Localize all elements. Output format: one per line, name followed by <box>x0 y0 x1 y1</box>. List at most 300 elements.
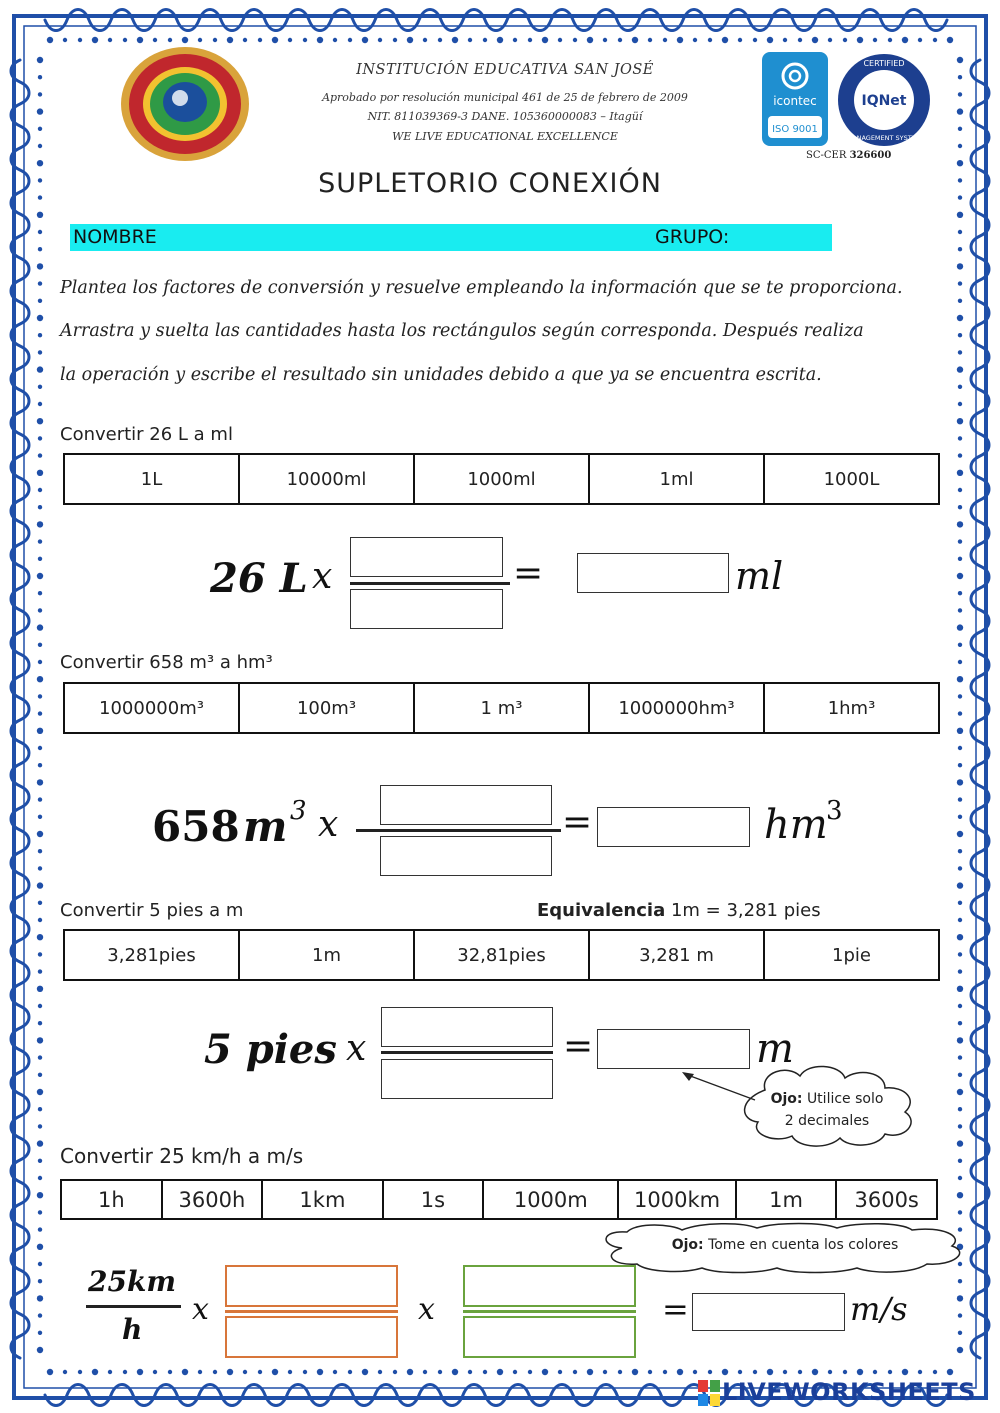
border-decoration <box>753 38 757 42</box>
border-decoration <box>37 676 43 682</box>
border-decoration <box>957 108 963 114</box>
border-decoration <box>708 1370 712 1374</box>
border-decoration <box>137 1369 143 1375</box>
exercise3-options <box>63 929 940 981</box>
border-decoration <box>618 1370 622 1374</box>
border-decoration <box>812 1369 818 1375</box>
border-decoration <box>958 1176 962 1180</box>
border-decoration <box>137 37 143 43</box>
exercise2-denominator-drop[interactable] <box>380 836 552 876</box>
border-decoration <box>828 38 832 42</box>
border-decoration <box>573 1370 577 1374</box>
border-decoration <box>677 1369 683 1375</box>
border-decoration <box>958 591 962 595</box>
exercise4-result-input[interactable] <box>692 1293 845 1331</box>
border-decoration <box>663 38 667 42</box>
cert-code-prefix: SC-CER <box>806 150 847 161</box>
border-decoration <box>303 1370 307 1374</box>
border-decoration <box>693 38 697 42</box>
border-decoration <box>108 1370 112 1374</box>
instruction-line-1: Plantea los factores de conversión y resuelve empleando la información que se te proporciona. <box>60 278 903 298</box>
border-decoration <box>303 38 307 42</box>
border-decoration <box>38 436 42 440</box>
border-decoration <box>663 1370 667 1374</box>
border-decoration <box>37 728 43 734</box>
note-bold: Ojo: <box>770 1091 803 1107</box>
border-decoration <box>958 92 962 96</box>
border-decoration <box>958 333 962 337</box>
border-decoration <box>227 1369 233 1375</box>
border-decoration <box>632 1369 638 1375</box>
exercise4-label: Convertir 25 km/h a m/s <box>60 1144 304 1168</box>
border-decoration <box>438 1370 442 1374</box>
border-decoration <box>958 608 962 612</box>
border-decoration <box>843 38 847 42</box>
border-decoration <box>38 1073 42 1077</box>
border-decoration <box>38 969 42 973</box>
option-tile[interactable]: 1ml <box>590 455 765 503</box>
border-decoration <box>393 38 397 42</box>
border-decoration <box>958 969 962 973</box>
border-decoration <box>333 38 337 42</box>
option-tile[interactable]: 1000000hm³ <box>590 684 765 732</box>
border-decoration <box>957 263 963 269</box>
border-decoration <box>468 38 472 42</box>
border-decoration <box>38 694 42 698</box>
exercise1-numerator-drop[interactable] <box>350 537 503 577</box>
border-decoration <box>957 624 963 630</box>
cert-code <box>806 150 891 161</box>
border-decoration <box>857 37 863 43</box>
border-decoration <box>38 247 42 251</box>
note-bold: Ojo: <box>671 1237 704 1253</box>
border-decoration <box>63 38 67 42</box>
option-tile[interactable]: 1000L <box>823 468 880 490</box>
border-decoration <box>38 127 42 131</box>
border-decoration <box>958 230 962 234</box>
option-tile[interactable]: 1pie <box>832 944 871 966</box>
option-tile[interactable]: 1000000m³ <box>65 684 240 732</box>
border-decoration <box>38 901 42 905</box>
border-decoration <box>38 1227 42 1231</box>
border-decoration <box>198 1370 202 1374</box>
exercise3-equals: = <box>563 1026 594 1067</box>
border-decoration <box>873 1370 877 1374</box>
option-tile[interactable]: 1 m³ <box>415 684 590 732</box>
option-tile[interactable]: 3600s <box>854 1187 919 1212</box>
border-decoration <box>957 160 963 166</box>
border-decoration <box>38 591 42 595</box>
exercise4-times-1: x <box>192 1292 209 1327</box>
border-decoration <box>47 37 53 43</box>
border-decoration <box>958 694 962 698</box>
border-decoration <box>957 315 963 321</box>
border-decoration <box>603 38 607 42</box>
exercise2-unit: hm <box>764 802 828 848</box>
name-label: NOMBRE <box>73 226 157 248</box>
exercise2-lhs-number: 658 <box>152 802 240 851</box>
exercise1-equals: = <box>513 553 544 594</box>
exercise4-factor2-numerator-drop[interactable] <box>463 1265 636 1307</box>
option-tile[interactable]: 1hm³ <box>827 697 876 719</box>
option-tile[interactable]: 1000km <box>619 1181 736 1218</box>
border-decoration <box>958 952 962 956</box>
border-decoration <box>378 38 382 42</box>
border-decoration <box>38 746 42 750</box>
border-decoration <box>483 38 487 42</box>
option-tile[interactable]: 1000m <box>484 1181 619 1218</box>
border-decoration <box>272 1369 278 1375</box>
border-decoration <box>888 1370 892 1374</box>
option-tile[interactable]: 1000ml <box>415 455 590 503</box>
exercise3-unit: m <box>756 1026 794 1072</box>
exercise1-label: Convertir 26 L a ml <box>60 424 233 445</box>
border-decoration <box>947 37 953 43</box>
border-decoration <box>153 38 157 42</box>
border-decoration <box>483 1370 487 1374</box>
border-decoration <box>958 1279 962 1283</box>
border-decoration <box>958 643 962 647</box>
border-decoration <box>497 1369 503 1375</box>
instruction-line-2: Arrastra y suelta las cantidades hasta los rectángulos según corresponda. Después realiza <box>60 321 864 341</box>
border-decoration <box>37 366 43 372</box>
border-decoration <box>37 1347 43 1353</box>
border-decoration <box>958 557 962 561</box>
border-decoration <box>38 557 42 561</box>
border-decoration <box>38 144 42 148</box>
border-decoration <box>38 763 42 767</box>
border-decoration <box>227 37 233 43</box>
border-decoration <box>37 315 43 321</box>
border-decoration <box>958 247 962 251</box>
border-decoration <box>958 505 962 509</box>
border-decoration <box>957 1295 963 1301</box>
border-decoration <box>38 385 42 389</box>
border-decoration <box>558 1370 562 1374</box>
option-tile[interactable]: 32,81pies <box>415 931 590 979</box>
border-decoration <box>677 37 683 43</box>
icontec-label: icontec <box>773 94 817 108</box>
border-decoration <box>393 1370 397 1374</box>
border-decoration <box>468 1370 472 1374</box>
border-decoration <box>888 38 892 42</box>
border-decoration <box>957 521 963 527</box>
exercise2-unit-exponent: 3 <box>826 796 843 826</box>
border-decoration <box>958 75 962 79</box>
border-decoration <box>92 1369 98 1375</box>
border-decoration <box>958 299 962 303</box>
border-decoration <box>958 436 962 440</box>
border-decoration <box>767 1369 773 1375</box>
border-decoration <box>317 37 323 43</box>
exercise1-lhs: 26 L <box>210 555 308 602</box>
border-decoration <box>843 1370 847 1374</box>
border-decoration <box>958 746 962 750</box>
border-decoration <box>753 1370 757 1374</box>
fraction-line <box>356 829 561 832</box>
border-decoration <box>37 521 43 527</box>
border-decoration <box>423 38 427 42</box>
border-decoration <box>812 37 818 43</box>
exercise3-times: x <box>346 1028 367 1069</box>
border-decoration <box>37 160 43 166</box>
border-decoration <box>958 849 962 853</box>
border-decoration <box>317 1369 323 1375</box>
border-decoration <box>38 952 42 956</box>
border-decoration <box>528 1370 532 1374</box>
border-decoration <box>513 38 517 42</box>
border-decoration <box>957 57 963 63</box>
exercise2-lhs-exponent: 3 <box>290 796 307 826</box>
exercise1-options <box>63 453 940 505</box>
border-decoration <box>123 38 127 42</box>
border-decoration <box>38 866 42 870</box>
border-decoration <box>722 37 728 43</box>
border-decoration <box>213 1370 217 1374</box>
fraction-line <box>350 582 510 585</box>
border-decoration <box>38 1055 42 1059</box>
border-decoration <box>333 1370 337 1374</box>
border-decoration <box>63 1370 67 1374</box>
exercise2-equals: = <box>562 802 593 843</box>
border-decoration <box>957 779 963 785</box>
border-decoration <box>78 1370 82 1374</box>
border-decoration <box>38 815 42 819</box>
border-decoration <box>958 815 962 819</box>
exercise4-times-2: x <box>418 1292 435 1327</box>
border-decoration <box>957 728 963 734</box>
border-decoration <box>182 37 188 43</box>
border-decoration <box>958 195 962 199</box>
border-decoration <box>558 38 562 42</box>
border-decoration <box>168 1370 172 1374</box>
border-decoration <box>957 831 963 837</box>
border-decoration <box>38 797 42 801</box>
border-decoration <box>362 1369 368 1375</box>
border-decoration <box>407 1369 413 1375</box>
border-decoration <box>542 1369 548 1375</box>
border-decoration <box>648 1370 652 1374</box>
border-decoration <box>958 127 962 131</box>
border-decoration <box>632 37 638 43</box>
border-decoration <box>38 92 42 96</box>
border-decoration <box>38 453 42 457</box>
border-decoration <box>783 1370 787 1374</box>
border-decoration <box>857 1369 863 1375</box>
border-decoration <box>38 488 42 492</box>
exercise1-result-input[interactable] <box>577 553 729 593</box>
exercise3-numerator-drop[interactable] <box>381 1007 553 1047</box>
border-decoration <box>272 37 278 43</box>
exercise2-label: Convertir 658 m³ a hm³ <box>60 652 273 673</box>
note-cloud-2-text <box>640 1237 930 1253</box>
border-decoration <box>828 1370 832 1374</box>
border-decoration <box>38 711 42 715</box>
border-decoration <box>693 1370 697 1374</box>
border-decoration <box>958 1331 962 1335</box>
border-decoration <box>108 38 112 42</box>
border-decoration <box>957 418 963 424</box>
border-decoration <box>37 418 43 424</box>
note-line-2: 2 decimales <box>784 1113 870 1129</box>
exercise2-numerator-drop[interactable] <box>380 785 552 825</box>
option-tile[interactable]: 3,281pies <box>65 931 240 979</box>
nit-line: NIT. 811039369-3 DANE. 105360000083 – Itagüí <box>367 110 643 123</box>
approval-line: Aprobado por resolución municipal 461 de 25 de febrero de 2009 <box>322 91 688 104</box>
iqnet-ring-bottom: MANAGEMENT SYSTEM <box>846 134 922 142</box>
border-decoration <box>958 797 962 801</box>
border-decoration <box>957 934 963 940</box>
option-tile[interactable]: 1km <box>263 1181 383 1218</box>
exercise2-times: x <box>318 804 339 845</box>
exercise4-factor1-denominator-drop[interactable] <box>225 1316 398 1358</box>
border-decoration <box>348 1370 352 1374</box>
border-decoration <box>958 488 962 492</box>
exercise2-lhs-unit: m <box>243 802 288 851</box>
border-decoration <box>92 37 98 43</box>
group-label: GRUPO: <box>655 226 730 248</box>
border-decoration <box>37 212 43 218</box>
border-decoration <box>38 350 42 354</box>
border-decoration <box>423 1370 427 1374</box>
border-decoration <box>38 643 42 647</box>
border-decoration <box>37 1037 43 1043</box>
iqnet-label: IQNet <box>861 93 907 109</box>
border-decoration <box>37 1244 43 1250</box>
iqnet-logo <box>832 52 940 148</box>
option-tile[interactable]: 1h <box>62 1181 163 1218</box>
border-decoration <box>958 1210 962 1214</box>
border-decoration <box>38 849 42 853</box>
exercise2-options <box>63 682 940 734</box>
option-tile[interactable]: 1m <box>737 1181 838 1218</box>
border-decoration <box>38 505 42 509</box>
border-decoration <box>542 37 548 43</box>
border-decoration <box>38 608 42 612</box>
border-decoration <box>348 38 352 42</box>
border-decoration <box>618 38 622 42</box>
exercise4-unit: m/s <box>850 1290 908 1328</box>
border-decoration <box>37 624 43 630</box>
exercise4-factor1-numerator-drop[interactable] <box>225 1265 398 1307</box>
border-decoration <box>37 1295 43 1301</box>
border-decoration <box>38 1313 42 1317</box>
exercise1-denominator-drop[interactable] <box>350 589 503 629</box>
liveworksheets-logo-icon <box>698 1380 720 1406</box>
exercise3-lhs: 5 pies <box>204 1026 337 1073</box>
exercise3-label: Convertir 5 pies a m <box>60 900 244 921</box>
option-tile[interactable]: 1m <box>240 931 415 979</box>
border-decoration <box>958 144 962 148</box>
border-decoration <box>452 1369 458 1375</box>
border-decoration <box>38 1210 42 1214</box>
border-decoration <box>38 1331 42 1335</box>
border-decoration <box>957 470 963 476</box>
border-decoration <box>958 178 962 182</box>
border-decoration <box>47 1369 53 1375</box>
border-decoration <box>37 573 43 579</box>
border-decoration <box>407 37 413 43</box>
instruction-line-3: la operación y escribe el resultado sin unidades debido a que ya se encuentra escrita. <box>60 365 822 385</box>
border-decoration <box>38 1107 42 1111</box>
page-title: SUPLETORIO CONEXIÓN <box>318 168 662 199</box>
exercise3-denominator-drop[interactable] <box>381 1059 553 1099</box>
option-tile[interactable]: 1s <box>384 1181 485 1218</box>
border-decoration <box>933 1370 937 1374</box>
border-decoration <box>958 901 962 905</box>
option-tile[interactable]: 1L <box>65 455 240 503</box>
exercise4-equals: = <box>662 1290 689 1328</box>
border-decoration <box>958 453 962 457</box>
border-decoration <box>958 350 962 354</box>
border-decoration <box>37 263 43 269</box>
border-decoration <box>767 37 773 43</box>
border-decoration <box>243 1370 247 1374</box>
border-decoration <box>288 38 292 42</box>
border-decoration <box>37 986 43 992</box>
border-decoration <box>958 539 962 543</box>
option-tile[interactable]: 3600h <box>163 1181 264 1218</box>
border-decoration <box>362 37 368 43</box>
border-decoration <box>38 299 42 303</box>
option-tile[interactable]: 10000ml <box>240 455 415 503</box>
border-decoration <box>603 1370 607 1374</box>
exercise4-factor2-denominator-drop[interactable] <box>463 1316 636 1358</box>
border-decoration <box>37 1192 43 1198</box>
border-decoration <box>957 573 963 579</box>
border-decoration <box>37 882 43 888</box>
exercise2-result-input[interactable] <box>597 807 750 847</box>
border-decoration <box>378 1370 382 1374</box>
border-decoration <box>798 38 802 42</box>
border-decoration <box>947 1369 953 1375</box>
border-decoration <box>38 1262 42 1266</box>
border-decoration <box>168 38 172 42</box>
border-decoration <box>198 38 202 42</box>
border-decoration <box>902 37 908 43</box>
border-decoration <box>258 38 262 42</box>
border-decoration <box>957 366 963 372</box>
border-decoration <box>958 763 962 767</box>
border-decoration <box>528 38 532 42</box>
border-decoration <box>958 1313 962 1317</box>
fraction-line <box>463 1310 636 1313</box>
border-decoration <box>45 10 947 31</box>
border-decoration <box>587 37 593 43</box>
border-decoration <box>783 38 787 42</box>
fraction-line <box>86 1305 181 1308</box>
option-tile[interactable]: 3,281 m <box>590 931 765 979</box>
border-decoration <box>957 1347 963 1353</box>
border-decoration <box>123 1370 127 1374</box>
border-decoration <box>38 539 42 543</box>
name-bar <box>70 224 832 251</box>
border-decoration <box>573 38 577 42</box>
border-decoration <box>38 1004 42 1008</box>
border-decoration <box>38 660 42 664</box>
equivalence-label: Equivalencia <box>537 900 666 921</box>
exercise4-lhs-denominator: h <box>122 1313 143 1346</box>
border-decoration <box>37 1140 43 1146</box>
border-decoration <box>38 1159 42 1163</box>
footer-brand: LIVEWORKSHEETS <box>722 1378 976 1406</box>
border-decoration <box>873 38 877 42</box>
border-decoration <box>958 1021 962 1025</box>
border-decoration <box>957 212 963 218</box>
border-decoration <box>958 866 962 870</box>
option-tile[interactable]: 100m³ <box>240 684 415 732</box>
border-decoration <box>288 1370 292 1374</box>
